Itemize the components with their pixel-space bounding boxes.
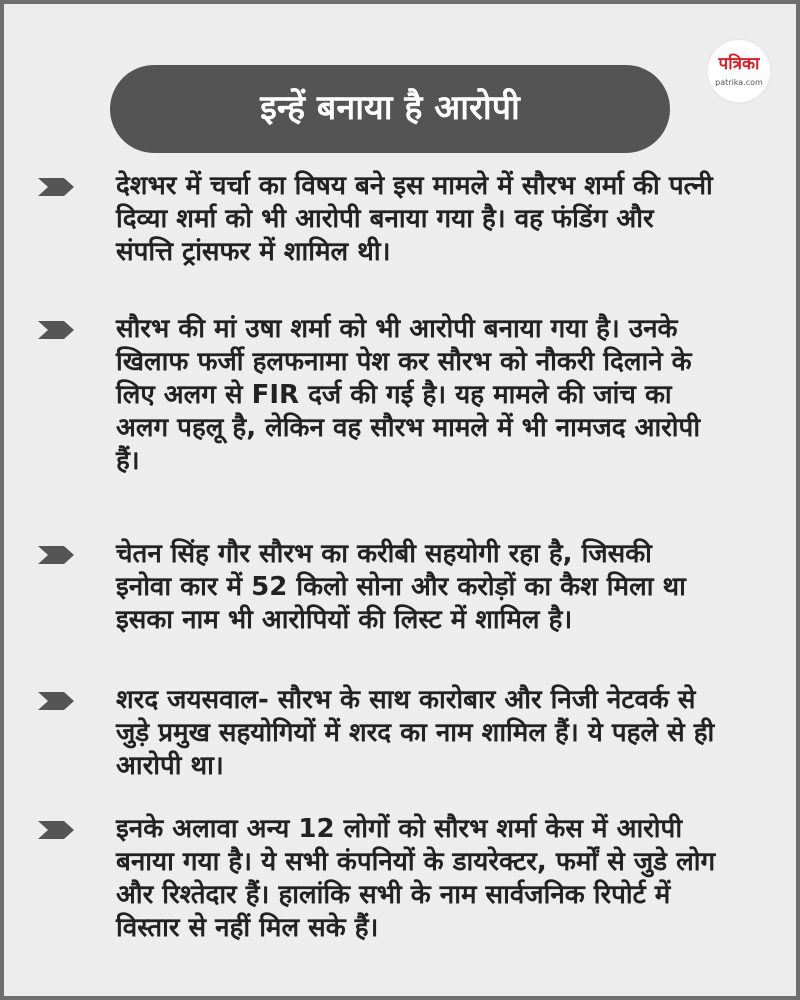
title-banner	[110, 65, 670, 153]
patrika-logo	[706, 38, 772, 104]
arrow-bullet-icon	[38, 321, 80, 339]
list-item-2: सौरभ की मां उषा शर्मा को भी आरोपी बनाया गया है। उनके खिलाफ फर्जी हलफनामा पेश कर सौरभ को नौकरी दिलाने के लिए अलग से FIR दर्ज की गई है। यह मामले की जांच का अलग पहलू है, लेकिन वह सौरभ मामले में भी नामजद आरोपी हैं।	[116, 314, 701, 476]
logo-site: patrika.com	[715, 78, 763, 87]
arrow-bullet-icon	[38, 821, 80, 839]
arrow-bullet-icon	[38, 546, 80, 564]
infographic-card	[4, 4, 796, 996]
list-item-3: चेतन सिंह गौर सौरभ का करीबी सहयोगी रहा है, जिसकी इनोवा कार में 52 किलो सोना और करोड़ों का कैश मिला था इसका नाम भी आरोपियों की लिस्ट में शामिल है।	[116, 539, 686, 635]
logo-name: पत्रिका	[718, 54, 760, 74]
arrow-bullet-icon	[38, 178, 80, 196]
arrow-bullet-icon	[38, 692, 80, 710]
list-item-5: इनके अलावा अन्य 12 लोगों को सौरभ शर्मा केस में आरोपी बनाया गया है। ये सभी कंपनियों के डायरेक्टर, फर्मों से जुडे लोग और रिश्तेदार हैं। हालांकि सभी के नाम सार्वजनिक रिपोर्ट में विस्तार से नहीं मिल सके हैं।	[116, 814, 716, 943]
list-item-4: शरद जयसवाल- सौरभ के साथ कारोबार और निजी नेटवर्क से जुड़े प्रमुख सहयोगियों में शरद का नाम शामिल हैं। ये पहले से ही आरोपी था।	[116, 685, 715, 781]
list-item-1: देशभर में चर्चा का विषय बने इस मामले में सौरभ शर्मा की पत्नी दिव्या शर्मा को भी आरोपी बनाया गया है। वह फंडिंग और संपत्ति ट्रांसफर में शामिल थी।	[116, 171, 713, 267]
page-title: इन्हें बनाया है आरोपी	[260, 88, 520, 128]
